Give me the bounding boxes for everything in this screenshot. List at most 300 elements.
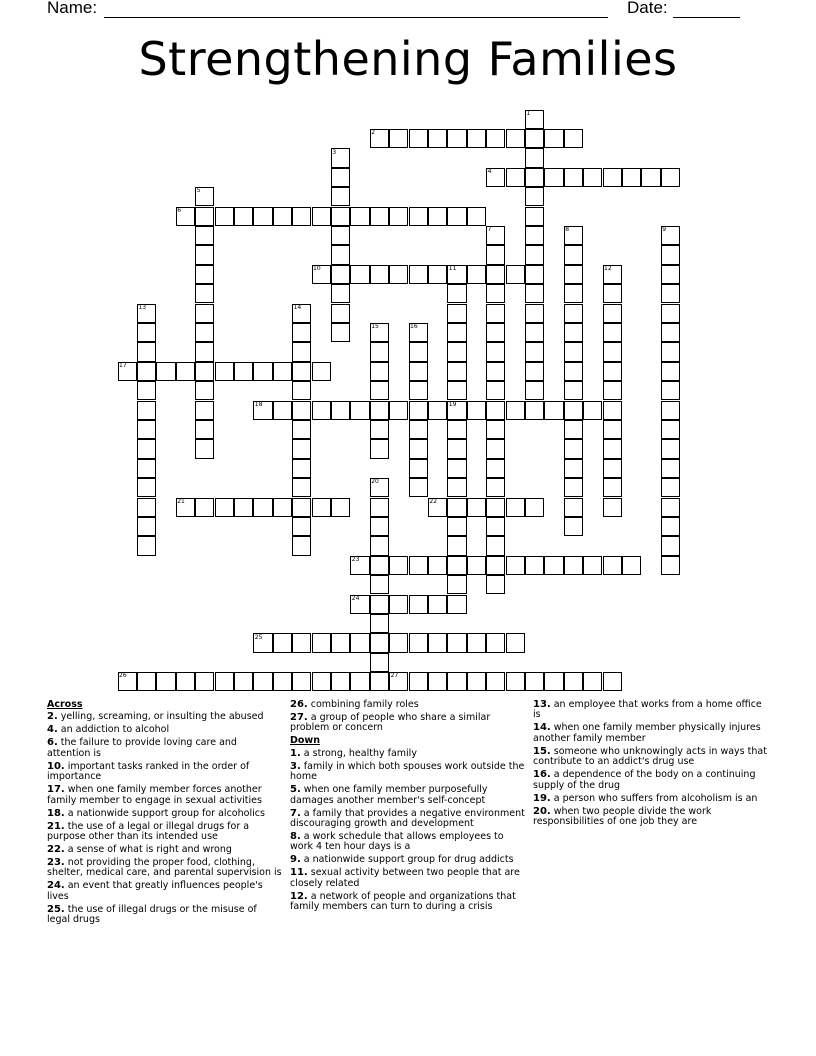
- grid-cell[interactable]: [447, 381, 466, 400]
- grid-cell[interactable]: [583, 672, 602, 691]
- grid-cell[interactable]: [486, 323, 505, 342]
- grid-cell[interactable]: [525, 401, 544, 420]
- grid-cell[interactable]: [292, 439, 311, 458]
- grid-cell[interactable]: [428, 265, 447, 284]
- grid-cell[interactable]: [603, 498, 622, 517]
- grid-cell[interactable]: [603, 381, 622, 400]
- grid-cell[interactable]: [176, 362, 195, 381]
- grid-cell[interactable]: [137, 478, 156, 497]
- grid-cell[interactable]: [312, 633, 331, 652]
- grid-cell[interactable]: [564, 478, 583, 497]
- grid-cell[interactable]: [525, 323, 544, 342]
- grid-cell[interactable]: [525, 187, 544, 206]
- grid-cell[interactable]: [603, 265, 622, 284]
- grid-cell[interactable]: [370, 420, 389, 439]
- grid-cell[interactable]: [564, 168, 583, 187]
- grid-cell[interactable]: [215, 498, 234, 517]
- grid-cell[interactable]: [137, 323, 156, 342]
- grid-cell[interactable]: [409, 129, 428, 148]
- grid-cell[interactable]: [331, 168, 350, 187]
- grid-cell[interactable]: [156, 672, 175, 691]
- grid-cell[interactable]: [544, 556, 563, 575]
- grid-cell[interactable]: [467, 672, 486, 691]
- grid-cell[interactable]: [389, 265, 408, 284]
- grid-cell[interactable]: [312, 207, 331, 226]
- grid-cell[interactable]: [583, 556, 602, 575]
- grid-cell[interactable]: [525, 110, 544, 129]
- grid-cell[interactable]: [331, 245, 350, 264]
- grid-cell[interactable]: [409, 342, 428, 361]
- grid-cell[interactable]: [661, 517, 680, 536]
- grid-cell[interactable]: [389, 672, 408, 691]
- grid-cell[interactable]: [234, 672, 253, 691]
- grid-cell[interactable]: [506, 129, 525, 148]
- grid-cell[interactable]: [195, 207, 214, 226]
- grid-cell[interactable]: [409, 323, 428, 342]
- grid-cell[interactable]: [486, 517, 505, 536]
- grid-cell[interactable]: [661, 381, 680, 400]
- grid-cell[interactable]: [447, 362, 466, 381]
- grid-cell[interactable]: [447, 633, 466, 652]
- grid-cell[interactable]: [583, 401, 602, 420]
- grid-cell[interactable]: [486, 498, 505, 517]
- grid-cell[interactable]: [350, 556, 369, 575]
- grid-cell[interactable]: [370, 517, 389, 536]
- grid-cell[interactable]: [486, 401, 505, 420]
- grid-cell[interactable]: [409, 672, 428, 691]
- grid-cell[interactable]: [331, 187, 350, 206]
- grid-cell[interactable]: [486, 439, 505, 458]
- grid-cell[interactable]: [486, 575, 505, 594]
- grid-cell[interactable]: [389, 633, 408, 652]
- grid-cell[interactable]: [137, 459, 156, 478]
- grid-cell[interactable]: [428, 633, 447, 652]
- grid-cell[interactable]: [486, 342, 505, 361]
- grid-cell[interactable]: [661, 304, 680, 323]
- grid-cell[interactable]: [253, 672, 272, 691]
- grid-cell[interactable]: [544, 672, 563, 691]
- grid-cell[interactable]: [525, 672, 544, 691]
- grid-cell[interactable]: [176, 207, 195, 226]
- grid-cell[interactable]: [525, 245, 544, 264]
- grid-cell[interactable]: [409, 207, 428, 226]
- grid-cell[interactable]: [137, 439, 156, 458]
- grid-cell[interactable]: [292, 323, 311, 342]
- grid-cell[interactable]: [273, 498, 292, 517]
- grid-cell[interactable]: [253, 633, 272, 652]
- grid-cell[interactable]: [195, 226, 214, 245]
- grid-cell[interactable]: [273, 362, 292, 381]
- grid-cell[interactable]: [564, 226, 583, 245]
- grid-cell[interactable]: [486, 420, 505, 439]
- grid-cell[interactable]: [253, 401, 272, 420]
- grid-cell[interactable]: [409, 633, 428, 652]
- grid-cell[interactable]: [564, 672, 583, 691]
- grid-cell[interactable]: [661, 342, 680, 361]
- grid-cell[interactable]: [253, 207, 272, 226]
- grid-cell[interactable]: [506, 498, 525, 517]
- grid-cell[interactable]: [292, 672, 311, 691]
- grid-cell[interactable]: [428, 595, 447, 614]
- grid-cell[interactable]: [118, 362, 137, 381]
- grid-cell[interactable]: [447, 439, 466, 458]
- grid-cell[interactable]: [292, 362, 311, 381]
- grid-cell[interactable]: [603, 401, 622, 420]
- grid-cell[interactable]: [544, 168, 563, 187]
- grid-cell[interactable]: [253, 362, 272, 381]
- grid-cell[interactable]: [486, 556, 505, 575]
- grid-cell[interactable]: [506, 401, 525, 420]
- grid-cell[interactable]: [525, 556, 544, 575]
- grid-cell[interactable]: [603, 420, 622, 439]
- grid-cell[interactable]: [292, 420, 311, 439]
- grid-cell[interactable]: [331, 323, 350, 342]
- grid-cell[interactable]: [137, 342, 156, 361]
- grid-cell[interactable]: [603, 478, 622, 497]
- grid-cell[interactable]: [331, 207, 350, 226]
- grid-cell[interactable]: [350, 595, 369, 614]
- grid-cell[interactable]: [661, 323, 680, 342]
- grid-cell[interactable]: [622, 556, 641, 575]
- grid-cell[interactable]: [525, 342, 544, 361]
- grid-cell[interactable]: [467, 633, 486, 652]
- grid-cell[interactable]: [486, 459, 505, 478]
- grid-cell[interactable]: [525, 265, 544, 284]
- grid-cell[interactable]: [467, 207, 486, 226]
- grid-cell[interactable]: [467, 401, 486, 420]
- grid-cell[interactable]: [486, 284, 505, 303]
- grid-cell[interactable]: [292, 536, 311, 555]
- grid-cell[interactable]: [331, 226, 350, 245]
- grid-cell[interactable]: [195, 420, 214, 439]
- grid-cell[interactable]: [447, 342, 466, 361]
- grid-cell[interactable]: [661, 362, 680, 381]
- grid-cell[interactable]: [447, 517, 466, 536]
- grid-cell[interactable]: [370, 342, 389, 361]
- grid-cell[interactable]: [564, 129, 583, 148]
- grid-cell[interactable]: [195, 187, 214, 206]
- grid-cell[interactable]: [486, 381, 505, 400]
- grid-cell[interactable]: [486, 672, 505, 691]
- grid-cell[interactable]: [603, 323, 622, 342]
- grid-cell[interactable]: [409, 478, 428, 497]
- grid-cell[interactable]: [661, 265, 680, 284]
- grid-cell[interactable]: [661, 536, 680, 555]
- grid-cell[interactable]: [331, 498, 350, 517]
- grid-cell[interactable]: [564, 459, 583, 478]
- grid-cell[interactable]: [137, 304, 156, 323]
- grid-cell[interactable]: [525, 498, 544, 517]
- grid-cell[interactable]: [195, 401, 214, 420]
- grid-cell[interactable]: [447, 575, 466, 594]
- grid-cell[interactable]: [447, 478, 466, 497]
- grid-cell[interactable]: [312, 498, 331, 517]
- grid-cell[interactable]: [467, 129, 486, 148]
- grid-cell[interactable]: [564, 381, 583, 400]
- grid-cell[interactable]: [603, 556, 622, 575]
- grid-cell[interactable]: [661, 226, 680, 245]
- grid-cell[interactable]: [292, 633, 311, 652]
- grid-cell[interactable]: [428, 556, 447, 575]
- grid-cell[interactable]: [447, 595, 466, 614]
- grid-cell[interactable]: [370, 381, 389, 400]
- grid-cell[interactable]: [137, 517, 156, 536]
- grid-cell[interactable]: [525, 129, 544, 148]
- grid-cell[interactable]: [486, 168, 505, 187]
- grid-cell[interactable]: [312, 401, 331, 420]
- grid-cell[interactable]: [234, 498, 253, 517]
- grid-cell[interactable]: [389, 207, 408, 226]
- grid-cell[interactable]: [370, 265, 389, 284]
- grid-cell[interactable]: [234, 207, 253, 226]
- grid-cell[interactable]: [603, 304, 622, 323]
- grid-cell[interactable]: [331, 401, 350, 420]
- grid-cell[interactable]: [137, 420, 156, 439]
- grid-cell[interactable]: [661, 245, 680, 264]
- grid-cell[interactable]: [312, 362, 331, 381]
- grid-cell[interactable]: [389, 595, 408, 614]
- grid-cell[interactable]: [292, 517, 311, 536]
- grid-cell[interactable]: [603, 672, 622, 691]
- grid-cell[interactable]: [506, 672, 525, 691]
- grid-cell[interactable]: [370, 672, 389, 691]
- grid-cell[interactable]: [331, 633, 350, 652]
- grid-cell[interactable]: [273, 672, 292, 691]
- grid-cell[interactable]: [118, 672, 137, 691]
- grid-cell[interactable]: [409, 362, 428, 381]
- grid-cell[interactable]: [370, 633, 389, 652]
- grid-cell[interactable]: [370, 207, 389, 226]
- grid-cell[interactable]: [486, 226, 505, 245]
- grid-cell[interactable]: [564, 265, 583, 284]
- grid-cell[interactable]: [525, 284, 544, 303]
- grid-cell[interactable]: [544, 129, 563, 148]
- grid-cell[interactable]: [447, 323, 466, 342]
- date-blank-line[interactable]: [673, 17, 740, 18]
- grid-cell[interactable]: [661, 420, 680, 439]
- grid-cell[interactable]: [486, 536, 505, 555]
- grid-cell[interactable]: [350, 633, 369, 652]
- grid-cell[interactable]: [137, 362, 156, 381]
- grid-cell[interactable]: [409, 401, 428, 420]
- grid-cell[interactable]: [292, 381, 311, 400]
- grid-cell[interactable]: [195, 672, 214, 691]
- grid-cell[interactable]: [409, 595, 428, 614]
- grid-cell[interactable]: [564, 284, 583, 303]
- grid-cell[interactable]: [486, 304, 505, 323]
- grid-cell[interactable]: [137, 536, 156, 555]
- grid-cell[interactable]: [273, 633, 292, 652]
- grid-cell[interactable]: [583, 168, 602, 187]
- grid-cell[interactable]: [312, 265, 331, 284]
- grid-cell[interactable]: [428, 672, 447, 691]
- grid-cell[interactable]: [467, 498, 486, 517]
- grid-cell[interactable]: [525, 168, 544, 187]
- grid-cell[interactable]: [603, 168, 622, 187]
- grid-cell[interactable]: [389, 401, 408, 420]
- grid-cell[interactable]: [195, 381, 214, 400]
- grid-cell[interactable]: [292, 342, 311, 361]
- grid-cell[interactable]: [564, 517, 583, 536]
- grid-cell[interactable]: [447, 459, 466, 478]
- grid-cell[interactable]: [370, 401, 389, 420]
- grid-cell[interactable]: [409, 556, 428, 575]
- grid-cell[interactable]: [370, 536, 389, 555]
- grid-cell[interactable]: [370, 595, 389, 614]
- grid-cell[interactable]: [292, 459, 311, 478]
- grid-cell[interactable]: [467, 556, 486, 575]
- grid-cell[interactable]: [447, 207, 466, 226]
- grid-cell[interactable]: [350, 672, 369, 691]
- grid-cell[interactable]: [195, 342, 214, 361]
- grid-cell[interactable]: [564, 401, 583, 420]
- grid-cell[interactable]: [564, 304, 583, 323]
- grid-cell[interactable]: [506, 168, 525, 187]
- grid-cell[interactable]: [137, 672, 156, 691]
- grid-cell[interactable]: [292, 478, 311, 497]
- grid-cell[interactable]: [195, 439, 214, 458]
- grid-cell[interactable]: [350, 401, 369, 420]
- grid-cell[interactable]: [661, 498, 680, 517]
- grid-cell[interactable]: [486, 129, 505, 148]
- grid-cell[interactable]: [564, 556, 583, 575]
- grid-cell[interactable]: [661, 556, 680, 575]
- grid-cell[interactable]: [370, 575, 389, 594]
- grid-cell[interactable]: [195, 245, 214, 264]
- grid-cell[interactable]: [447, 129, 466, 148]
- grid-cell[interactable]: [409, 420, 428, 439]
- grid-cell[interactable]: [486, 265, 505, 284]
- grid-cell[interactable]: [195, 265, 214, 284]
- grid-cell[interactable]: [156, 362, 175, 381]
- grid-cell[interactable]: [506, 556, 525, 575]
- grid-cell[interactable]: [447, 401, 466, 420]
- grid-cell[interactable]: [544, 401, 563, 420]
- grid-cell[interactable]: [525, 362, 544, 381]
- grid-cell[interactable]: [370, 129, 389, 148]
- grid-cell[interactable]: [215, 362, 234, 381]
- grid-cell[interactable]: [370, 556, 389, 575]
- grid-cell[interactable]: [409, 381, 428, 400]
- grid-cell[interactable]: [447, 304, 466, 323]
- grid-cell[interactable]: [486, 633, 505, 652]
- grid-cell[interactable]: [253, 498, 272, 517]
- grid-cell[interactable]: [350, 207, 369, 226]
- grid-cell[interactable]: [409, 459, 428, 478]
- grid-cell[interactable]: [564, 362, 583, 381]
- grid-cell[interactable]: [195, 304, 214, 323]
- grid-cell[interactable]: [428, 129, 447, 148]
- grid-cell[interactable]: [661, 401, 680, 420]
- grid-cell[interactable]: [389, 129, 408, 148]
- grid-cell[interactable]: [292, 304, 311, 323]
- grid-cell[interactable]: [409, 265, 428, 284]
- grid-cell[interactable]: [195, 362, 214, 381]
- grid-cell[interactable]: [603, 459, 622, 478]
- grid-cell[interactable]: [292, 207, 311, 226]
- grid-cell[interactable]: [447, 265, 466, 284]
- grid-cell[interactable]: [447, 498, 466, 517]
- grid-cell[interactable]: [603, 284, 622, 303]
- grid-cell[interactable]: [564, 245, 583, 264]
- grid-cell[interactable]: [564, 342, 583, 361]
- grid-cell[interactable]: [273, 207, 292, 226]
- name-blank-line[interactable]: [104, 17, 608, 18]
- grid-cell[interactable]: [370, 323, 389, 342]
- grid-cell[interactable]: [564, 439, 583, 458]
- grid-cell[interactable]: [292, 498, 311, 517]
- grid-cell[interactable]: [525, 226, 544, 245]
- grid-cell[interactable]: [370, 362, 389, 381]
- grid-cell[interactable]: [506, 633, 525, 652]
- grid-cell[interactable]: [447, 672, 466, 691]
- grid-cell[interactable]: [331, 148, 350, 167]
- grid-cell[interactable]: [603, 362, 622, 381]
- grid-cell[interactable]: [331, 304, 350, 323]
- grid-cell[interactable]: [137, 381, 156, 400]
- grid-cell[interactable]: [486, 245, 505, 264]
- grid-cell[interactable]: [486, 478, 505, 497]
- grid-cell[interactable]: [273, 401, 292, 420]
- grid-cell[interactable]: [564, 498, 583, 517]
- grid-cell[interactable]: [525, 304, 544, 323]
- grid-cell[interactable]: [661, 478, 680, 497]
- grid-cell[interactable]: [350, 265, 369, 284]
- grid-cell[interactable]: [370, 653, 389, 672]
- grid-cell[interactable]: [447, 284, 466, 303]
- grid-cell[interactable]: [176, 498, 195, 517]
- grid-cell[interactable]: [292, 401, 311, 420]
- grid-cell[interactable]: [428, 498, 447, 517]
- grid-cell[interactable]: [428, 207, 447, 226]
- grid-cell[interactable]: [137, 498, 156, 517]
- grid-cell[interactable]: [506, 265, 525, 284]
- grid-cell[interactable]: [622, 168, 641, 187]
- grid-cell[interactable]: [389, 556, 408, 575]
- grid-cell[interactable]: [447, 420, 466, 439]
- grid-cell[interactable]: [641, 168, 660, 187]
- grid-cell[interactable]: [564, 323, 583, 342]
- grid-cell[interactable]: [215, 672, 234, 691]
- grid-cell[interactable]: [525, 148, 544, 167]
- grid-cell[interactable]: [467, 265, 486, 284]
- grid-cell[interactable]: [428, 401, 447, 420]
- grid-cell[interactable]: [661, 439, 680, 458]
- grid-cell[interactable]: [370, 614, 389, 633]
- grid-cell[interactable]: [370, 478, 389, 497]
- grid-cell[interactable]: [661, 459, 680, 478]
- grid-cell[interactable]: [564, 420, 583, 439]
- grid-cell[interactable]: [525, 207, 544, 226]
- grid-cell[interactable]: [195, 498, 214, 517]
- grid-cell[interactable]: [195, 323, 214, 342]
- grid-cell[interactable]: [215, 207, 234, 226]
- grid-cell[interactable]: [409, 439, 428, 458]
- grid-cell[interactable]: [331, 265, 350, 284]
- grid-cell[interactable]: [486, 362, 505, 381]
- grid-cell[interactable]: [525, 381, 544, 400]
- grid-cell[interactable]: [331, 284, 350, 303]
- grid-cell[interactable]: [234, 362, 253, 381]
- grid-cell[interactable]: [137, 401, 156, 420]
- grid-cell[interactable]: [447, 556, 466, 575]
- grid-cell[interactable]: [661, 284, 680, 303]
- grid-cell[interactable]: [312, 672, 331, 691]
- grid-cell[interactable]: [603, 342, 622, 361]
- grid-cell[interactable]: [370, 439, 389, 458]
- grid-cell[interactable]: [176, 672, 195, 691]
- grid-cell[interactable]: [447, 536, 466, 555]
